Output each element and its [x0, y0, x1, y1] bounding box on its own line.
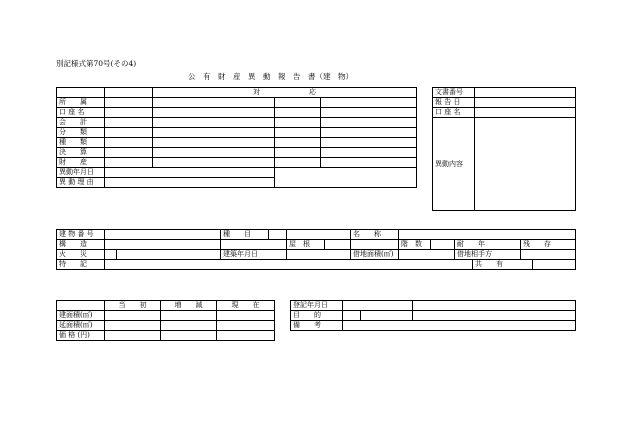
row-label: 屋 根 [287, 240, 325, 250]
row-label: 構 造 [57, 240, 105, 250]
row-label: 建築年月日 [221, 250, 287, 260]
row-label: 名 称 [351, 230, 399, 240]
row-label: 登記年月日 [291, 301, 343, 311]
row-label: 財 産 [57, 158, 105, 168]
row-label: 異 動 理 由 [57, 178, 105, 188]
row-label: 借地相手方 [455, 250, 521, 260]
area-table [56, 300, 275, 341]
row-label: 種 目 [221, 230, 269, 240]
row-label: 会 計 [57, 118, 105, 128]
row-label: 報 告 日 [433, 98, 475, 108]
document-info-table [432, 87, 576, 211]
building-table [56, 229, 576, 270]
row-label: 建面積(㎡) [57, 311, 105, 321]
row-label: 残 存 [521, 240, 576, 250]
column-header: 増 減 [161, 301, 217, 311]
column-header: 現 在 [217, 301, 275, 311]
row-label: 文書番号 [433, 88, 475, 98]
content-label: 異動内容 [433, 118, 475, 211]
row-label: 種 類 [57, 138, 105, 148]
row-label: 備 考 [291, 321, 343, 331]
row-label: 火 災 [57, 250, 105, 260]
column-header: 当 初 [105, 301, 161, 311]
row-label: 目 的 [291, 311, 343, 321]
form-title: 公 有 財 産 異 動 報 告 書（建 物） [188, 72, 353, 81]
row-label: 口 座 名 [433, 108, 475, 118]
row-label: 特 記 [57, 260, 105, 270]
row-label: 耐 年 [455, 240, 521, 250]
row-label: 借地面積(㎡) [351, 250, 399, 260]
row-label: 異動年月日 [57, 168, 105, 178]
row-label: 延面積(㎡) [57, 321, 105, 331]
taiou-label: 対 応 [153, 88, 417, 98]
row-label: 口 座 名 [57, 108, 105, 118]
row-label: 階 数 [399, 240, 431, 250]
row-label: 共 有 [473, 260, 533, 270]
row-label: 決 算 [57, 148, 105, 158]
row-label: 価 格 (円) [57, 331, 105, 341]
row-label: 所 属 [57, 98, 105, 108]
property-info-table [56, 87, 417, 188]
form-reference: 別記様式第70号(その4) [56, 59, 137, 68]
row-label: 建 物 番 号 [57, 230, 105, 240]
registry-table [290, 300, 576, 331]
row-label: 分 類 [57, 128, 105, 138]
